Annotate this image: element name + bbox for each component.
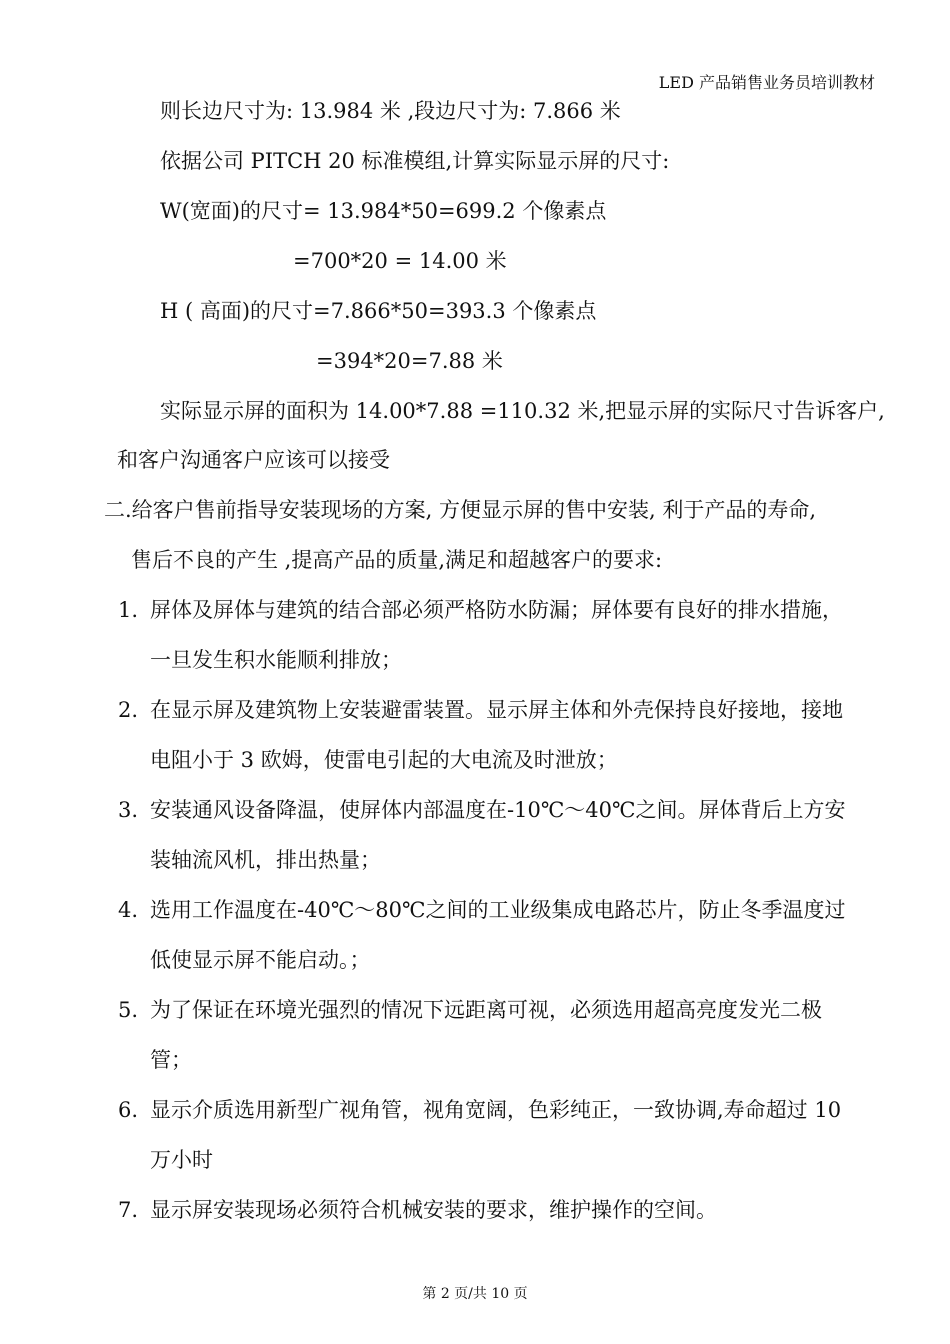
list-item-text-line-1: 安装通风设备降温，使屏体内部温度在-10℃～40℃之间。屏体背后上方安 bbox=[150, 798, 846, 822]
page-number: 第 2 页/共 10 页 bbox=[422, 1286, 528, 1302]
list-item-text-line-1: 屏体及屏体与建筑的结合部必须严格防水防漏；屏体要有良好的排水措施， bbox=[150, 598, 843, 622]
list-item-number: 6. bbox=[117, 1098, 138, 1122]
calc-line-customer-accept: 和客户沟通客户应该可以接受 bbox=[117, 448, 390, 472]
list-item-text-line-1: 为了保证在环境光强烈的情况下远距离可视，必须选用超高亮度发光二极 bbox=[150, 998, 822, 1022]
list-item-number: 4. bbox=[117, 898, 138, 922]
section-2-heading-line-2: 售后不良的产生 ,提高产品的质量,满足和超越客户的要求: bbox=[131, 548, 663, 572]
list-item-text-line-2: 一旦发生积水能顺利排放； bbox=[150, 648, 402, 672]
running-header: LED 产品销售业务员培训教材 bbox=[658, 73, 875, 92]
list-item-text-line-2: 管； bbox=[150, 1048, 192, 1072]
section-2-heading-line-1: 二.给客户售前指导安装现场的方案, 方便显示屏的售中安装, 利于产品的寿命, bbox=[104, 498, 817, 522]
calc-line-width-pixels: W(宽面)的尺寸= 13.984*50=699.2 个像素点 bbox=[160, 199, 607, 223]
list-item-number: 2. bbox=[117, 698, 138, 722]
list-item-text-line-2: 低使显示屏不能启动。； bbox=[150, 948, 371, 972]
list-item-number: 3. bbox=[117, 798, 138, 822]
list-item-text-line-1: 显示屏安装现场必须符合机械安装的要求，维护操作的空间。 bbox=[150, 1198, 717, 1222]
list-item-text-line-2: 装轴流风机，排出热量； bbox=[150, 848, 381, 872]
list-item-text-line-2: 电阻小于 3 欧姆，使雷电引起的大电流及时泄放； bbox=[150, 748, 618, 772]
calc-line-height-meters: =394*20=7.88 米 bbox=[316, 349, 503, 373]
calc-line-pitch-module: 依据公司 PITCH 20 标准模组,计算实际显示屏的尺寸: bbox=[160, 149, 670, 173]
list-item-number: 1. bbox=[117, 598, 138, 622]
list-item-text-line-1: 选用工作温度在-40℃～80℃之间的工业级集成电路芯片，防止冬季温度过 bbox=[150, 898, 846, 922]
calc-line-area: 实际显示屏的面积为 14.00*7.88 =110.32 米,把显示屏的实际尺寸告诉客户, bbox=[160, 399, 885, 423]
calc-line-width-meters: =700*20 = 14.00 米 bbox=[293, 249, 507, 273]
calc-line-long-short-side: 则长边尺寸为: 13.984 米 ,段边尺寸为: 7.866 米 bbox=[160, 99, 621, 123]
calc-line-height-pixels: H ( 高面)的尺寸=7.866*50=393.3 个像素点 bbox=[160, 299, 597, 323]
list-item-text-line-1: 显示介质选用新型广视角管，视角宽阔，色彩纯正，一致协调,寿命超过 10 bbox=[150, 1098, 842, 1122]
list-item-text-line-2: 万小时 bbox=[150, 1148, 213, 1172]
list-item-text-line-1: 在显示屏及建筑物上安装避雷装置。显示屏主体和外壳保持良好接地，接地 bbox=[150, 698, 843, 722]
list-item-number: 7. bbox=[117, 1198, 138, 1222]
list-item-number: 5. bbox=[117, 998, 138, 1022]
